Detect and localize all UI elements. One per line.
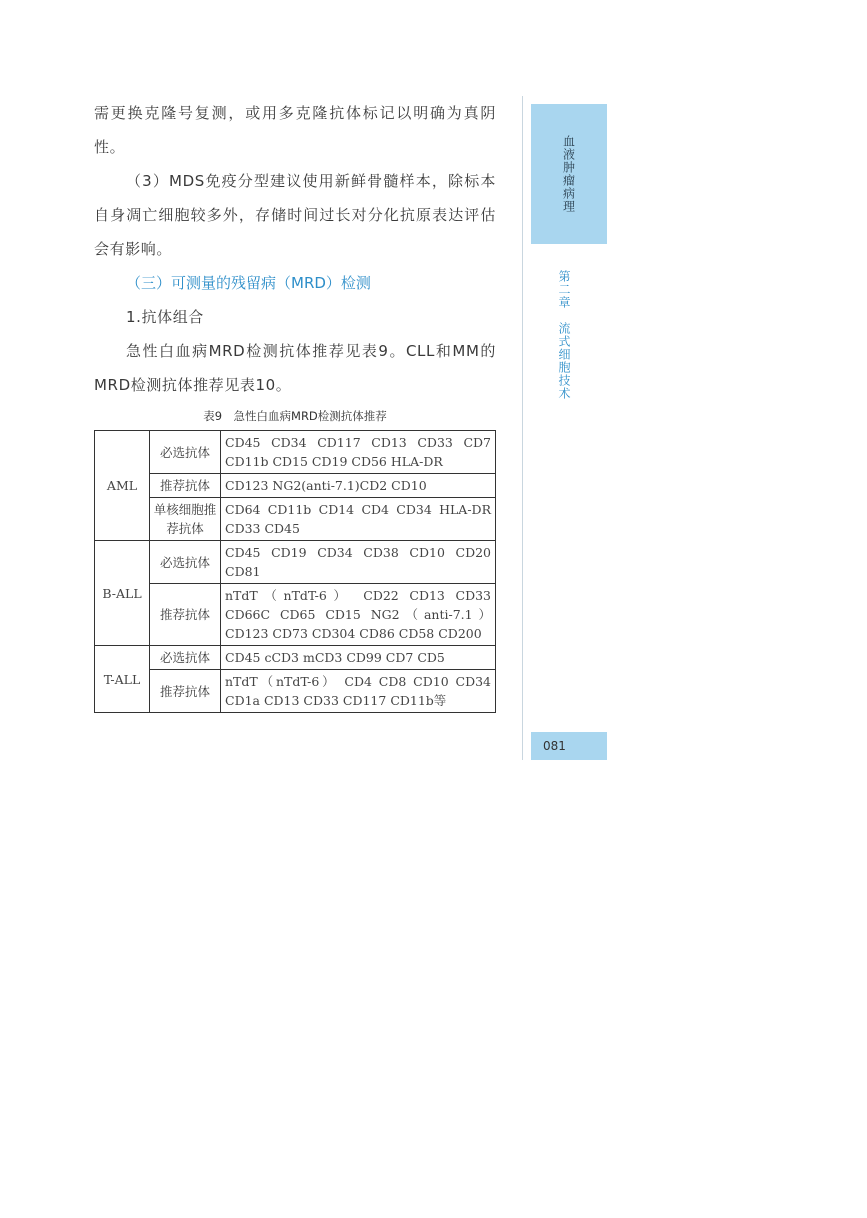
main-content [94, 96, 496, 713]
paragraph-mds-note: （3）MDS免疫分型建议使用新鲜骨髓样本，除标本自身凋亡细胞较多外，存储时间过长对分化抗原表达评估会有影响。 [94, 172, 496, 258]
table-row [95, 431, 496, 474]
paragraph-mrd-intro: 急性白血病MRD检测抗体推荐见表9。CLL和MM的MRD检测抗体推荐见表10。 [94, 342, 496, 394]
group-cell-t-all: T-ALL [95, 646, 150, 713]
row-label: 推荐抗体 [150, 584, 221, 646]
marker-list: CD45 CD34 CD117 CD13 CD33 CD7 CD11b CD15 CD19 CD56 HLA-DR [221, 431, 496, 474]
table-row [95, 646, 496, 670]
table-row [95, 541, 496, 584]
row-label: 必选抗体 [150, 541, 221, 584]
marker-list: CD123 NG2(anti-7.1)CD2 CD10 [221, 474, 496, 498]
mrd-antibody-table [94, 430, 496, 713]
row-label: 推荐抗体 [150, 670, 221, 713]
row-label: 单核细胞推荐抗体 [150, 498, 221, 541]
page-number: 081 [531, 732, 607, 760]
marker-list: nTdT（nTdT-6） CD22 CD13 CD33 CD66C CD65 CD15 NG2（anti-7.1） CD123 CD73 CD304 CD86 CD58 CD200 [221, 584, 496, 646]
section-heading: （三）可测量的残留病（MRD）检测 [126, 274, 371, 292]
row-label: 必选抗体 [150, 431, 221, 474]
sidebar-divider [522, 96, 523, 760]
row-label: 推荐抗体 [150, 474, 221, 498]
marker-list: nTdT（nTdT-6） CD4 CD8 CD10 CD34 CD1a CD13 CD33 CD117 CD11b等 [221, 670, 496, 713]
table-row [95, 670, 496, 713]
group-cell-b-all: B-ALL [95, 541, 150, 646]
table-row [95, 498, 496, 541]
marker-list: CD64 CD11b CD14 CD4 CD34 HLA-DR CD33 CD45 [221, 498, 496, 541]
table-row [95, 474, 496, 498]
subheading: 1.抗体组合 [126, 308, 204, 326]
group-cell-aml: AML [95, 431, 150, 541]
table-caption: 表9 急性白血病MRD检测抗体推荐 [203, 409, 387, 423]
marker-list: CD45 CD19 CD34 CD38 CD10 CD20 CD81 [221, 541, 496, 584]
row-label: 必选抗体 [150, 646, 221, 670]
paragraph-continuation: 需更换克隆号复测，或用多克隆抗体标记以明确为真阴性。 [94, 104, 496, 156]
marker-list: CD45 cCD3 mCD3 CD99 CD7 CD5 [221, 646, 496, 670]
table-row [95, 584, 496, 646]
chapter-title: 第二章 流式细胞技术 [557, 270, 571, 400]
section-tab [531, 104, 607, 244]
section-title: 血液肿瘤病理 [561, 135, 576, 213]
